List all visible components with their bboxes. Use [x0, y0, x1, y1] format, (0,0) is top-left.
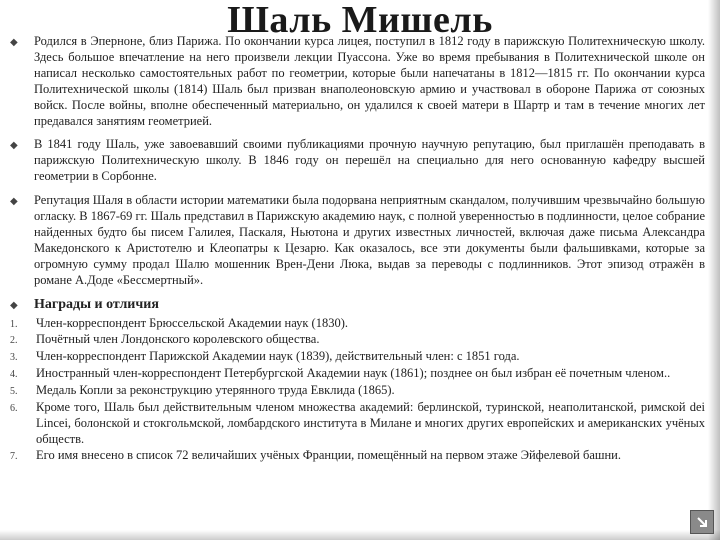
item-text: Кроме того, Шаль был действительным членом множества академий: берлинской, туринской, неаполитанской, римской dei Lincei, болонской и стокгольмской, ломбардского института в Милане и многих других европейских и американских учёных обществ.: [36, 400, 705, 446]
bullet-icon: ◆: [10, 299, 18, 311]
list-item: [10, 316, 705, 333]
item-text: Иностранный член-корреспондент Петербургской Академии наук (1861); позднее он был избран её почетным членом..: [36, 366, 671, 381]
list-item: [10, 400, 705, 448]
slide-content: [10, 34, 705, 465]
item-number: 5.: [10, 386, 18, 398]
page-shadow-right: [708, 0, 720, 540]
item-text: Почётный член Лондонского королевского общества.: [36, 332, 320, 347]
bullet-icon: ◆: [10, 140, 18, 152]
item-text: Член-корреспондент Брюссельской Академии наук (1830).: [36, 315, 349, 330]
paragraph-birth: [10, 34, 705, 129]
page-shadow-bottom: [0, 530, 720, 540]
item-text: Член-корреспондент Парижской Академии наук (1839), действительный член: с 1851 года.: [36, 349, 520, 364]
paragraph-text: Родился в Эпернoне, близ Парижа. По окончании курса лицея, поступил в 1812 году в парижскую Политехническую школу. Здесь большое впечатление на него произвели лекции Пуассона. Уже во время пребывания в Политехнической школе он написал несколько самостоятельных работ по геометрии, которые были напечатаны в 1812—1815 гг. По окончании курса Политехнической школы (1814) Шаль был призван внаполеоновскую армию и участвовал в обороне Парижа от союзных войск. После войны, вполне обеспеченный материально, он удалился к своей матери в Шартр и там в течение многих лет предавался занятиям геометрией.: [34, 34, 705, 128]
list-item: [10, 332, 705, 349]
item-number: 1.: [10, 318, 18, 330]
item-number: 2.: [10, 335, 18, 347]
page-curl-button[interactable]: [690, 510, 714, 534]
list-item: [10, 383, 705, 400]
item-text: Медаль Копли за реконструкцию утерянного труда Евклида (1865).: [36, 383, 395, 398]
paragraph-text: Репутация Шаля в области истории математики была подорвана неприятным скандалом, получившим чрезвычайно большую огласку. В 1867-69 гг. Шаль представил в Парижскую академию наук, с полной уверенностью в подлинности, целое собрание найденных будто бы писем Галилея, Паскаля, Ньютона и других известных личностей, включая даже письма Александра Македонского к Аристотелю и Клеопатры к Цезарю. Как оказалось, все эти документы были фальшивками, которые за огромную сумму продал Шалю мошенник Врен-Дени Люка, выдав за переводы с подлинников. Этот эпизод отражён в романе А.Доде «Бессмертный».: [34, 193, 705, 287]
list-item: [10, 349, 705, 366]
item-number: 4.: [10, 369, 18, 381]
awards-list: [10, 316, 705, 465]
bullet-icon: ◆: [10, 196, 18, 208]
awards-section: [10, 297, 705, 314]
list-item: [10, 366, 705, 383]
paragraph-text: В 1841 году Шаль, уже завоевавший своими публикациями прочную научную репутацию, был приглашён преподавать в парижскую Политехническую школу. В 1846 году он перешёл на специально для него основанную кафедру высшей геометрии в Сорбонне.: [34, 137, 705, 184]
paragraph-career: [10, 137, 705, 185]
bullet-icon: ◆: [10, 37, 18, 48]
item-number: 7.: [10, 450, 18, 462]
arrow-icon: [695, 515, 709, 529]
list-item: [10, 448, 705, 465]
item-number: 3.: [10, 352, 18, 364]
item-number: 6.: [10, 403, 18, 415]
awards-heading: Награды и отличия: [34, 296, 159, 312]
page-title: Шаль Мишель: [227, 0, 493, 41]
item-text: Его имя внесено в список 72 величайших учёных Франции, помещённый на первом этаже Эйфелевой башни.: [36, 447, 621, 462]
paragraph-scandal: [10, 193, 705, 288]
